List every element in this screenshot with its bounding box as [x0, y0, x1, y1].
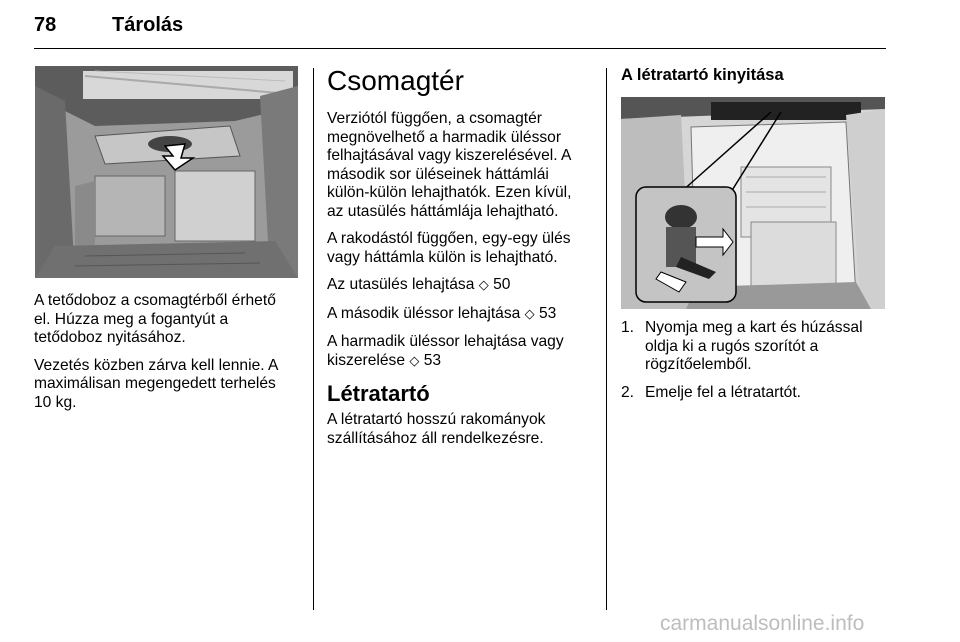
ref-arrow-icon: ◇	[409, 353, 420, 369]
paragraph: A rakodástól függően, egy-egy ülés vagy háttámla külön is lehajtható.	[327, 230, 571, 266]
cross-reference	[327, 276, 592, 296]
page-header	[34, 14, 886, 50]
ref-arrow-icon: ◇	[524, 306, 535, 322]
steps-list	[621, 319, 885, 402]
ref-text: A második üléssor lehajtása	[327, 304, 521, 322]
roof-box-figure	[35, 66, 298, 278]
section-title: Tárolás	[112, 14, 184, 36]
section-heading: Csomagtér	[327, 65, 464, 96]
ref-text: Az utasülés lehajtása	[327, 276, 475, 293]
cross-reference	[327, 333, 592, 371]
paragraph: A tetődoboz a csomagtérből érhető el. Húzza meg a fogantyút a tetődoboz nyitásához.	[34, 292, 276, 346]
paragraph: Verziótól függően, a csomagtér megnövelhető a harmadik üléssor felhajtásával vagy kiszerelésével. A második sor üléseinek háttámlái külön-külön lehajthatók. Ezen kívül, az utasülés háttámlája lehajtható.	[327, 110, 572, 220]
paragraph: A létratartó hosszú rakományok szállításához áll rendelkezésre.	[327, 411, 546, 447]
ref-page[interactable]: 50	[493, 276, 511, 293]
column-divider-1	[313, 68, 314, 610]
paragraph: Vezetés közben zárva kell lennie. A maximálisan megengedett terhelés 10 kg.	[34, 356, 278, 411]
figure-heading: A létratartó kinyitása	[621, 66, 784, 84]
list-item	[621, 319, 885, 375]
middle-column	[327, 66, 592, 457]
subsection-heading: Létratartó	[327, 381, 430, 406]
right-column	[621, 66, 885, 85]
ladder-rack-figure	[621, 97, 885, 309]
step-number: 1.	[621, 319, 635, 336]
step-text: Emelje fel a létratartót.	[645, 383, 802, 401]
ladder-rack-photo-icon	[621, 97, 885, 309]
page-number: 78	[34, 14, 57, 36]
ref-page[interactable]: 53	[538, 304, 557, 322]
step-number: 2.	[621, 383, 635, 401]
ref-page[interactable]: 53	[423, 351, 442, 369]
column-divider-2	[606, 68, 607, 610]
header-rule	[34, 48, 886, 49]
ref-arrow-icon: ◇	[478, 278, 489, 293]
steps-container	[621, 319, 885, 411]
cross-reference	[327, 305, 592, 325]
left-column	[34, 292, 296, 421]
watermark: carmanualsonline.info	[660, 612, 865, 635]
list-item	[621, 384, 885, 403]
roof-box-photo-icon	[35, 66, 298, 278]
step-text: Nyomja meg a kart és húzással oldja ki a rugós szorítót a rögzítőelemből.	[645, 319, 863, 373]
ref-text: A harmadik üléssor lehajtása vagy kiszerelése	[327, 333, 564, 369]
